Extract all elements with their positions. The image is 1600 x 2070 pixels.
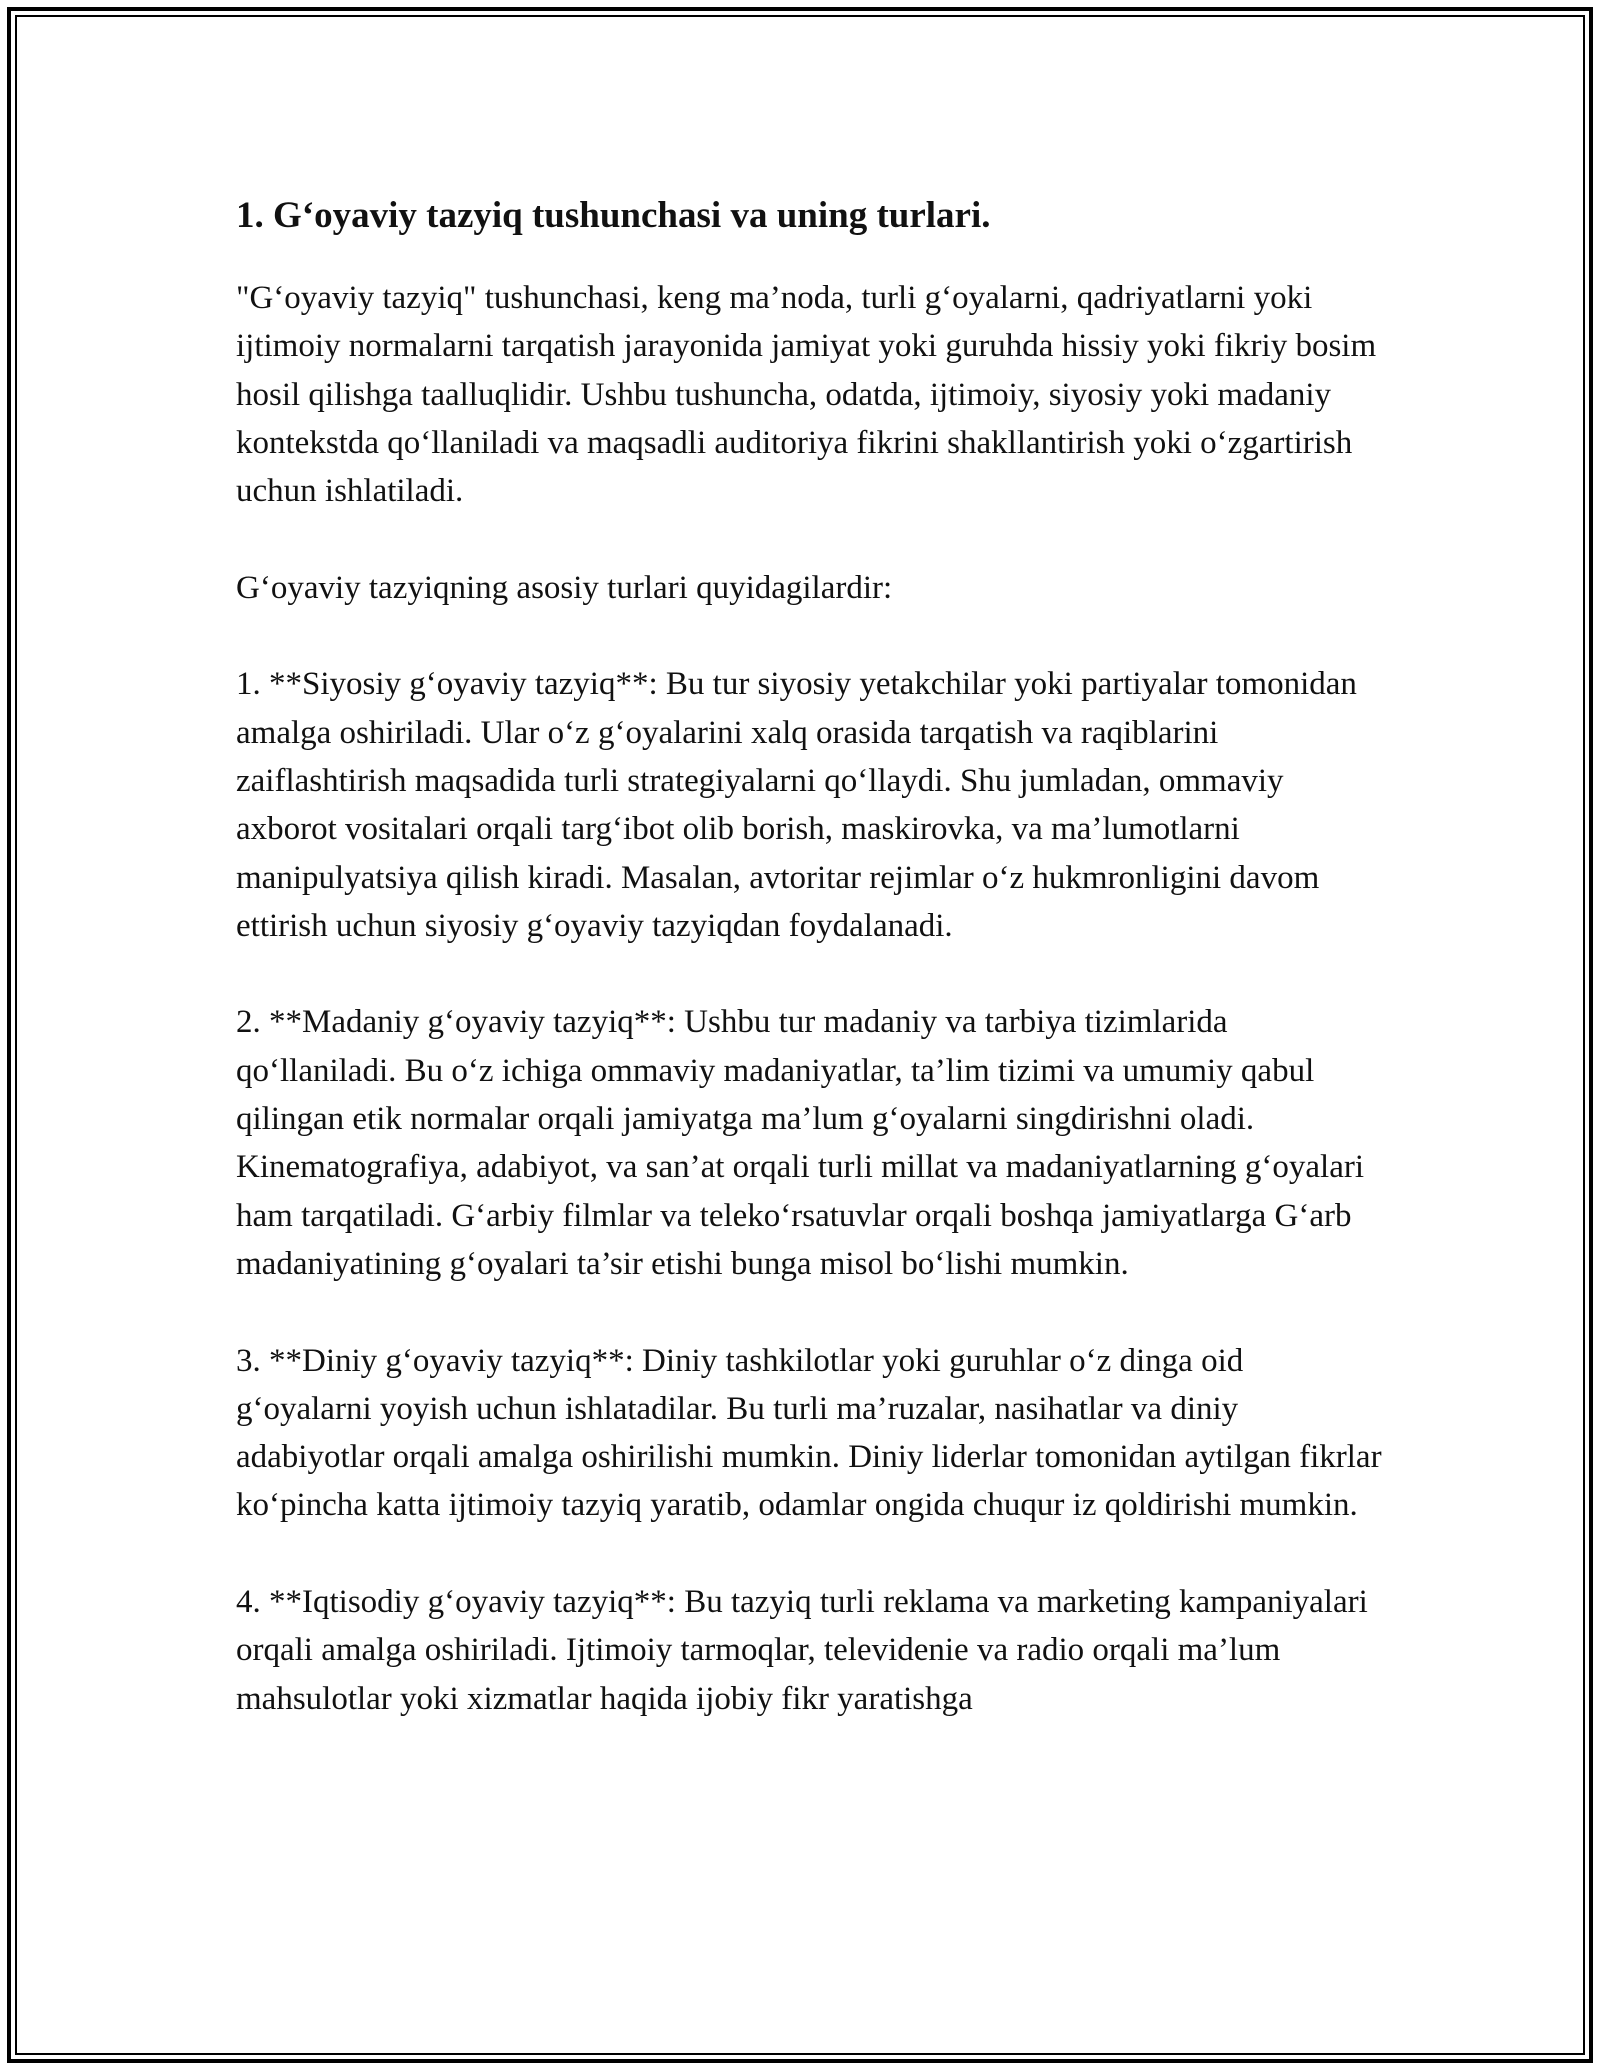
paragraph-religious: 3. **Diniy g‘oyaviy tazyiq**: Diniy tashkilotlar yoki guruhlar o‘z dinga oid g‘oyalarni yoyish uchun ishlatadilar. Bu turli ma’ruzalar, nasihatlar va diniy adabiyotlar orqali amalga oshirilishi mumkin. Diniy liderlar tomonidan aytilgan fikrlar ko‘pincha katta ijtimoiy tazyiq yaratib, odamlar ongida chuqur iz qoldirishi mumkin. bbox=[236, 1342, 1382, 1524]
section-heading: 1. G‘oyaviy tazyiq tushunchasi va uning turlari. bbox=[236, 195, 991, 236]
paragraph-types-intro: G‘oyaviy tazyiqning asosiy turlari quyidagilardir: bbox=[236, 569, 893, 606]
paragraph-economic: 4. **Iqtisodiy g‘oyaviy tazyiq**: Bu tazyiq turli reklama va marketing kampaniyalari orqali amalga oshiriladi. Ijtimoiy tarmoqlar, televidenie va radio orqali ma’lum mahsulotlar yoki xizmatlar haqida ijobiy fikr yaratishga bbox=[236, 1584, 1368, 1717]
paragraph-cultural: 2. **Madaniy g‘oyaviy tazyiq**: Ushbu tur madaniy va tarbiya tizimlarida qo‘llaniladi. Bu o‘z ichiga ommaviy madaniyatlar, ta’lim tizimi va umumiy qabul qilingan etik normalar orqali jamiyatga ma’lum g‘oyalarni singdirishni oladi. Kinematografiya, adabiyot, va san’at orqali turli millat va madaniyatlarning g‘oyalari ham tarqatiladi. G‘arbiy filmlar va teleko‘rsatuvlar orqali boshqa jamiyatlarga G‘arb madaniyatining g‘oyalari ta’sir etishi bunga misol bo‘lishi mumkin. bbox=[236, 1004, 1365, 1282]
paragraph-political: 1. **Siyosiy g‘oyaviy tazyiq**: Bu tur siyosiy yetakchilar yoki partiyalar tomonidan amalga oshiriladi. Ular o‘z g‘oyalarini xalq orasida tarqatish va raqiblarini zaiflashtirish maqsadida turli strategiyalarni qo‘llaydi. Shu jumladan, ommaviy axborot vositalari orqali targ‘ibot olib borish, maskirovka, va ma’lumotlarni manipulyatsiya qilish kiradi. Masalan, avtoritar rejimlar o‘z hukmronligini davom ettirish uchun siyosiy g‘oyaviy tazyiqdan foydalanadi. bbox=[236, 666, 1357, 944]
document-body bbox=[236, 186, 1386, 1771]
paragraph-definition: "G‘oyaviy tazyiq" tushunchasi, keng ma’noda, turli g‘oyalarni, qadriyatlarni yoki ijtimoiy normalarni tarqatish jarayonida jamiyat yoki guruhda hissiy yoki fikriy bosim hosil qilishga taalluqlidir. Ushbu tushuncha, odatda, ijtimoiy, siyosiy yoki madaniy kontekstda qo‘llaniladi va maqsadli auditoriya fikrini shakllantirish yoki o‘zgartirish uchun ishlatiladi. bbox=[236, 280, 1377, 510]
